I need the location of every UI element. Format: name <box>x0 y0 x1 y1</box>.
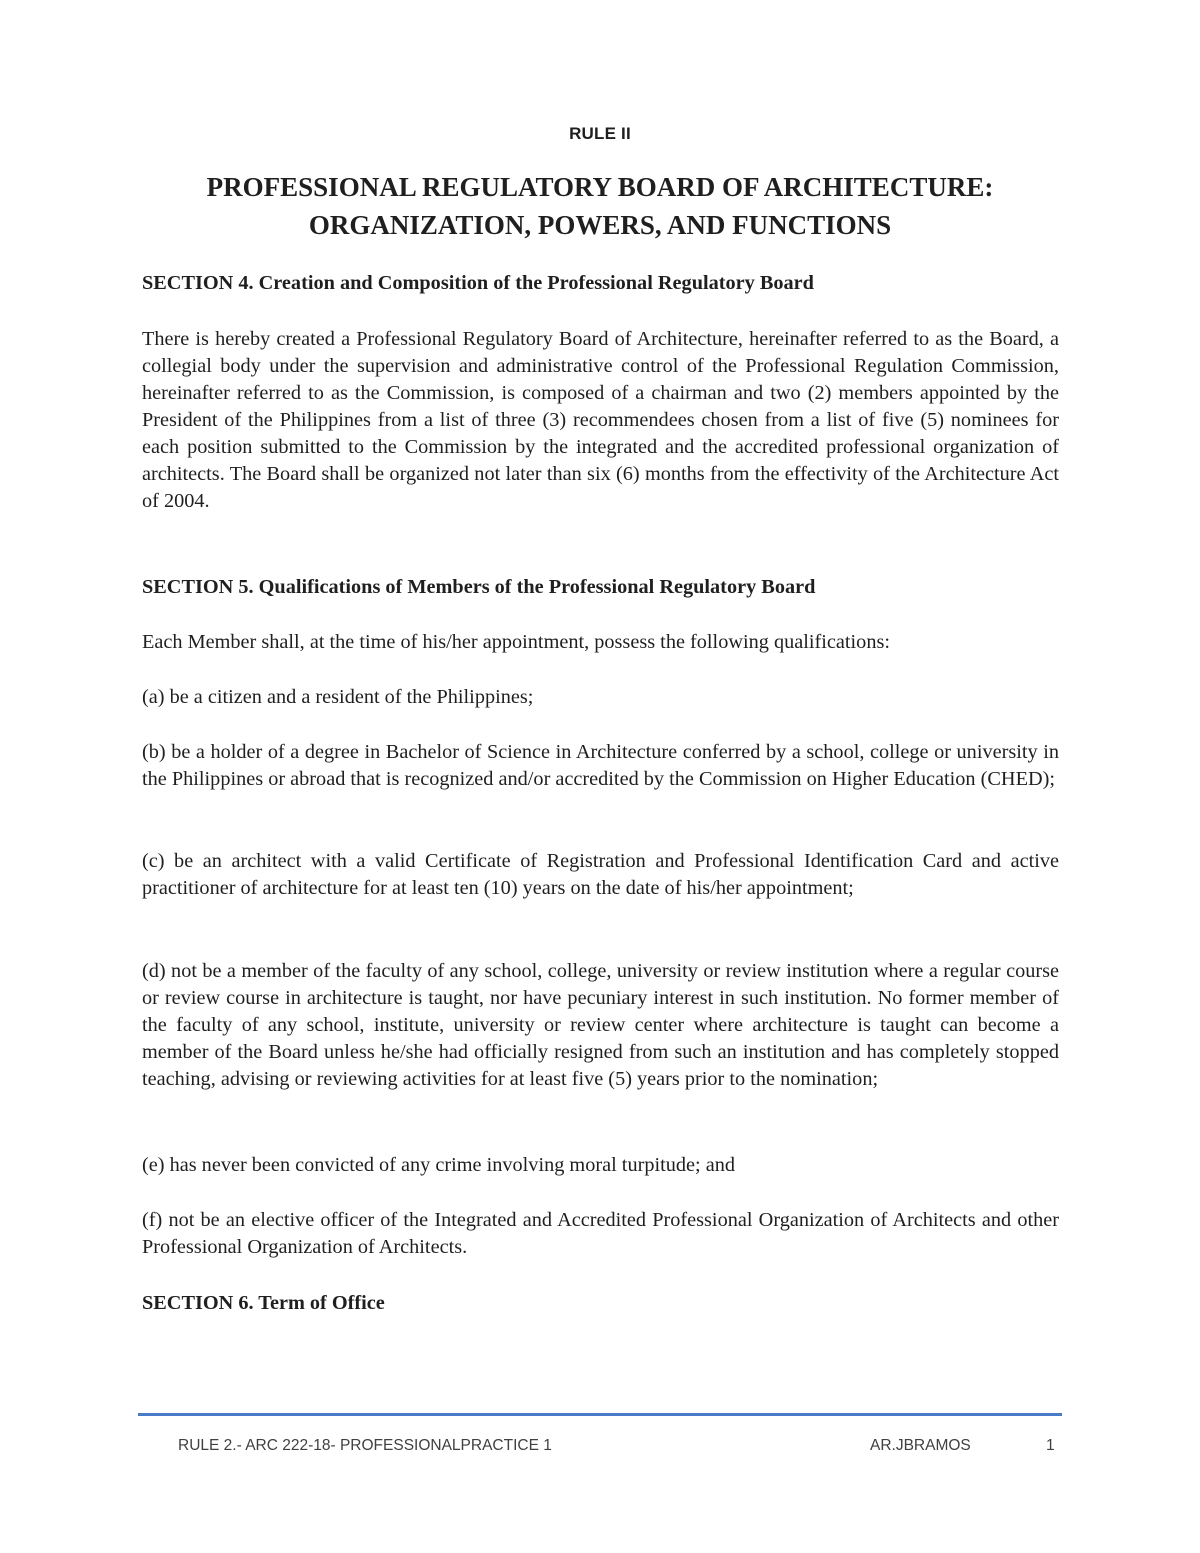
qualification-item: (f) not be an elective officer of the Integrated and Accredited Professional Organization of Architects and other Professional Organization of Architects. <box>142 1209 1059 1258</box>
section-4-heading: SECTION 4. Creation and Composition of the Professional Regulatory Board <box>142 272 814 294</box>
section-6-heading: SECTION 6. Term of Office <box>142 1292 385 1314</box>
footer-course-label: RULE 2.- ARC 222-18- PROFESSIONALPRACTICE 1 <box>178 1437 552 1454</box>
footer-divider <box>138 1413 1062 1416</box>
footer-author: AR.JBRAMOS <box>870 1437 971 1454</box>
page-title-line-2: ORGANIZATION, POWERS, AND FUNCTIONS <box>308 210 892 240</box>
qualification-e-block <box>142 1152 1059 1179</box>
qualification-item: (d) not be a member of the faculty of any school, college, university or review institution where a regular course or review course in architecture is taught, nor have pecuniary interest in such institution. No former member of the faculty of any school, institute, university or review center where architecture is taught can become a member of the Board unless he/she had officially resigned from such an institution and has completely stopped teaching, advising or reviewing activities for at least five (5) years prior to the nomination; <box>142 960 1059 1090</box>
section-4-paragraph: There is hereby created a Professional Regulatory Board of Architecture, hereinafter referred to as the Board, a collegial body under the supervision and administrative control of the Professional Regulation Commission, hereinafter referred to as the Commission, is composed of a chairman and two (2) members appointed by the President of the Philippines from a list of three (3) recommendees chosen from a list of five (5) nominees for each position submitted to the Commission by the integrated and the accredited professional organization of architects. The Board shall be organized not later than six (6) months from the effectivity of the Architecture Act of 2004. <box>142 328 1059 512</box>
page-title-line-1: PROFESSIONAL REGULATORY BOARD OF ARCHITECTURE: <box>206 172 994 202</box>
section-4-body <box>142 326 1059 515</box>
qualification-a-block <box>142 684 1059 711</box>
qualification-b-block <box>142 739 1059 793</box>
qualification-d-block <box>142 958 1059 1093</box>
section-4 <box>142 270 1059 297</box>
section-5-intro-block <box>142 629 1059 656</box>
qualification-item: (c) be an architect with a valid Certificate of Registration and Professional Identification Card and active practitioner of architecture for at least ten (10) years on the date of his/her appointment; <box>142 850 1059 899</box>
page-number: 1 <box>1046 1437 1055 1454</box>
page-title <box>120 168 1080 244</box>
qualification-item: (b) be a holder of a degree in Bachelor of Science in Architecture conferred by a school, college or university in the Philippines or abroad that is recognized and/or accredited by the Commission on Higher Education (CHED); <box>142 741 1059 790</box>
section-5-heading: SECTION 5. Qualifications of Members of the Professional Regulatory Board <box>142 576 816 598</box>
section-5-intro: Each Member shall, at the time of his/her appointment, possess the following qualifications: <box>142 631 890 653</box>
qualification-item: (a) be a citizen and a resident of the Philippines; <box>142 686 534 708</box>
qualification-f-block <box>142 1207 1059 1261</box>
section-6 <box>142 1290 1059 1317</box>
section-5 <box>142 574 1059 601</box>
rule-label: RULE II <box>569 124 631 143</box>
qualification-item: (e) has never been convicted of any crime involving moral turpitude; and <box>142 1154 736 1176</box>
qualification-c-block <box>142 848 1059 902</box>
